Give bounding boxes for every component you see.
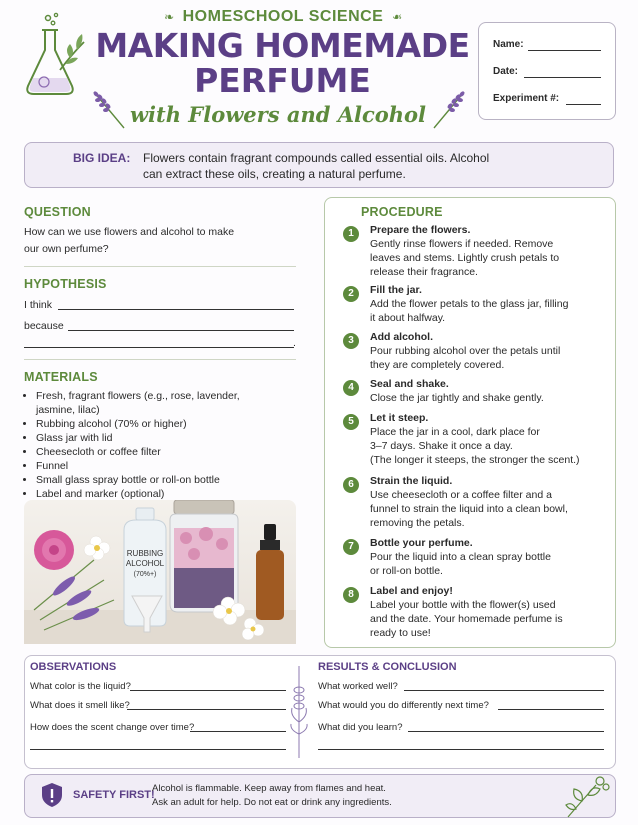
results-field-4[interactable] [318, 749, 604, 750]
list-item: • Glass jar with lid [36, 431, 296, 445]
list-item: • Small glass spray bottle or roll-on bottle [36, 473, 296, 487]
step-text: Place the jar in a cool, dark place for [370, 426, 540, 438]
name-field[interactable] [528, 50, 601, 51]
safety-line-2: Ask an adult for help. Do not eat or drink any ingredients. [152, 797, 392, 808]
list-item: • Funnel [36, 459, 296, 473]
big-idea-line-2: can extract these oils, creating a natural perfume. [143, 167, 406, 181]
materials-photo [24, 500, 296, 644]
list-item: • Rubbing alcohol (70% or higher) [36, 417, 296, 431]
question-title: QUESTION [24, 205, 91, 219]
step-text: release their fragrance. [370, 266, 478, 278]
date-label: Date: [493, 66, 519, 77]
step-text: removing the petals. [370, 517, 465, 529]
safety-label: SAFETY FIRST! [73, 789, 155, 801]
observations-title: OBSERVATIONS [30, 661, 117, 673]
step-number-badge: 1 [343, 226, 359, 242]
bottle-label-3: (70%+) [133, 571, 157, 578]
step-number-badge: 2 [343, 286, 359, 302]
leaf-icon: ❧ [391, 10, 402, 24]
title-line-2: PERFUME [194, 61, 371, 100]
flask-icon [22, 12, 88, 102]
page-title [90, 28, 475, 98]
step-text: Label your bottle with the flower(s) used [370, 599, 556, 611]
observation-field-2[interactable] [127, 709, 286, 710]
materials-list [24, 389, 296, 501]
list-item: • Label and marker (optional) [36, 487, 296, 501]
end-dot: . [293, 337, 296, 349]
observation-field-4[interactable] [30, 749, 286, 750]
step-text: funnel to strain the liquid into a clean bowl, [370, 503, 568, 515]
step-text: 3–7 days. Shake it once a day. [370, 440, 513, 452]
observation-q3: How does the scent change over time? [30, 722, 195, 733]
observation-q1: What color is the liquid? [30, 681, 131, 692]
results-q3: What did you learn? [318, 722, 403, 733]
date-field[interactable] [524, 77, 601, 78]
step-text: it about halfway. [370, 312, 446, 324]
observation-field-1[interactable] [130, 690, 286, 691]
step-text: Add the flower petals to the glass jar, filling [370, 298, 569, 310]
big-idea-line-1: Flowers contain fragrant compounds called essential oils. Alcohol [143, 151, 490, 165]
step-text: Use cheesecloth or a coffee filter and a [370, 489, 552, 501]
step-text: Pour the liquid into a clean spray bottle [370, 551, 551, 563]
because-label: because [24, 320, 64, 332]
step-text: Pour rubbing alcohol over the petals until [370, 345, 561, 357]
step-title: Strain the liquid. [370, 475, 453, 487]
step-text: Close the jar tightly and shake gently. [370, 392, 544, 404]
title-line-1: MAKING HOMEMADE [95, 26, 470, 65]
list-item: • Fresh, fragrant flowers (e.g., rose, lavender, jasmine, lilac) [36, 389, 296, 417]
step-text: or roll-on bottle. [370, 565, 443, 577]
big-idea-box [24, 142, 614, 188]
hypothesis-field-1[interactable] [58, 309, 294, 310]
student-info-box [478, 22, 616, 120]
step-text: ready to use! [370, 627, 431, 639]
step-title: Fill the jar. [370, 284, 422, 296]
results-field-2[interactable] [498, 709, 604, 710]
step-title: Add alcohol. [370, 331, 433, 343]
results-field-3[interactable] [408, 731, 604, 732]
observation-field-3[interactable] [190, 731, 286, 732]
step-text: they are completely covered. [370, 359, 505, 371]
hypothesis-title: HYPOTHESIS [24, 277, 107, 291]
big-idea-label: BIG IDEA: [73, 151, 131, 165]
results-q1: What worked well? [318, 681, 398, 692]
step-title: Prepare the flowers. [370, 224, 471, 236]
step-title: Let it steep. [370, 412, 429, 424]
lavender-sprig-icon [88, 86, 128, 130]
step-text: Gently rinse flowers if needed. Remove [370, 238, 554, 250]
results-title: RESULTS & CONCLUSION [318, 661, 457, 673]
experiment-field[interactable] [566, 104, 601, 105]
results-q2: What would you do differently next time? [318, 700, 489, 711]
step-number-badge: 5 [343, 414, 359, 430]
lavender-divider-icon [286, 662, 312, 762]
question-line-2: our own perfume? [24, 243, 109, 255]
hypothesis-field-3[interactable] [24, 347, 294, 348]
safety-line-1: Alcohol is flammable. Keep away from flames and heat. [152, 783, 386, 794]
materials-title: MATERIALS [24, 370, 98, 384]
step-number-badge: 7 [343, 539, 359, 555]
step-number-badge: 4 [343, 380, 359, 396]
divider [24, 359, 296, 360]
step-number-badge: 3 [343, 333, 359, 349]
step-text: (The longer it steeps, the stronger the scent.) [370, 454, 580, 466]
bottle-label-2: ALCOHOL [125, 559, 165, 568]
results-field-1[interactable] [404, 690, 604, 691]
observation-q2: What does it smell like? [30, 700, 130, 711]
list-item: • Cheesecloth or coffee filter [36, 445, 296, 459]
lavender-sprig-icon [430, 86, 470, 130]
bottle-label-1: RUBBING [126, 549, 164, 558]
i-think-label: I think [24, 299, 53, 311]
name-label: Name: [493, 39, 524, 50]
flower-icon [562, 773, 610, 821]
step-title: Label and enjoy! [370, 585, 453, 597]
step-title: Seal and shake. [370, 378, 449, 390]
question-line-1: How can we use flowers and alcohol to make [24, 226, 235, 238]
supertitle: HOMESCHOOL SCIENCE [182, 8, 384, 25]
leaf-icon: ❧ [164, 10, 175, 24]
step-text: leaves and stems. Lightly crush petals to [370, 252, 560, 264]
step-number-badge: 6 [343, 477, 359, 493]
step-number-badge: 8 [343, 587, 359, 603]
procedure-title: PROCEDURE [361, 205, 443, 219]
subtitle: with Flowers and Alcohol [129, 102, 427, 127]
step-text: and the date. Your homemade perfume is [370, 613, 563, 625]
hypothesis-field-2[interactable] [68, 330, 294, 331]
step-title: Bottle your perfume. [370, 537, 473, 549]
shield-icon [40, 781, 64, 809]
experiment-label: Experiment #: [493, 93, 560, 104]
divider [24, 266, 296, 267]
